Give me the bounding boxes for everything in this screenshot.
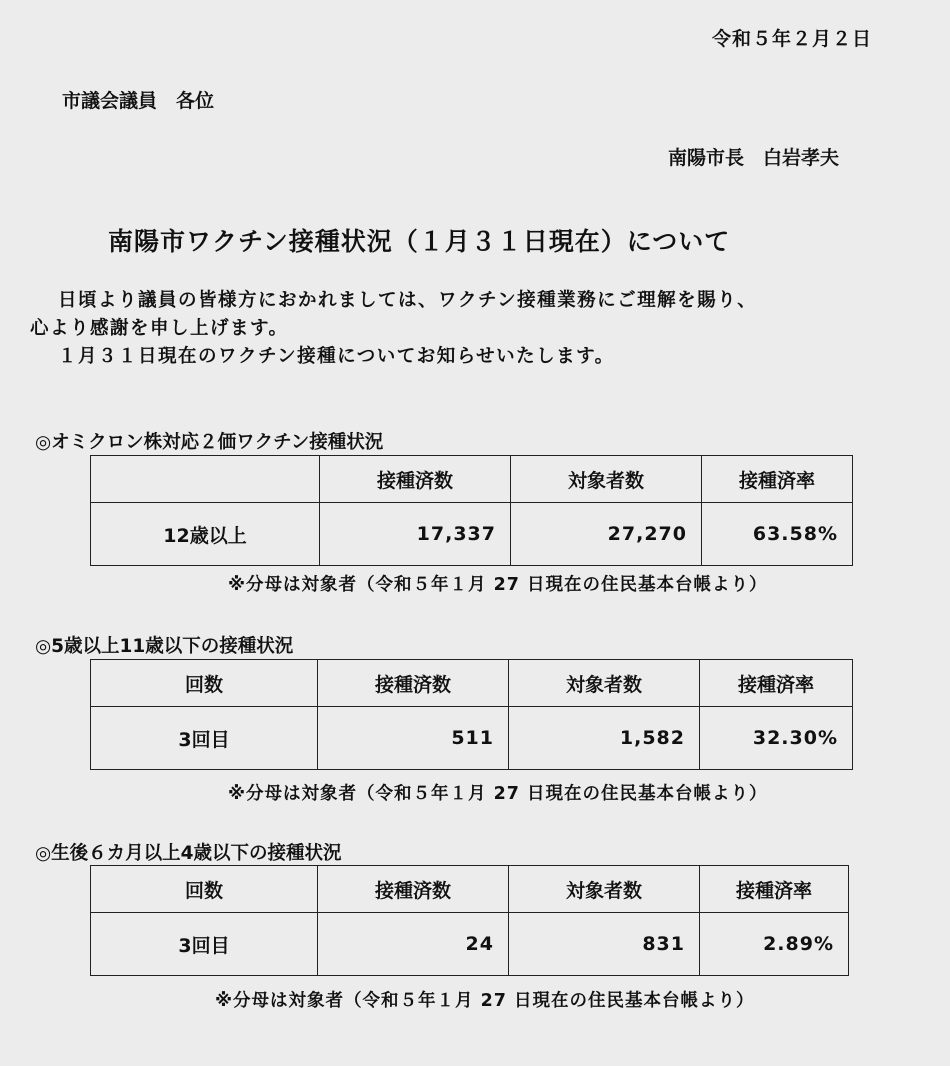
target-count-cell: 831 [509,913,700,976]
header-cell: 接種済数 [320,456,511,503]
header-cell: 接種済数 [318,660,509,707]
header-cell: 対象者数 [511,456,702,503]
header-cell: 回数 [91,660,318,707]
body-paragraph-1-line-1: 日頃より議員の皆様方におかれましては、ワクチン接種業務にご理解を賜り、 [58,290,758,311]
header-cell: 接種済率 [702,456,853,503]
header-cell: 回数 [91,866,318,913]
dose-number-cell: 3回目 [91,707,318,770]
table-note: ※分母は対象者（令和５年１月 27 日現在の住民基本台帳より） [228,575,768,595]
body-paragraph-2: １月３１日現在のワクチン接種についてお知らせいたします。 [58,346,615,367]
table-6mo-4y [90,865,849,976]
header-cell: 接種済率 [700,866,849,913]
table-note: ※分母は対象者（令和５年１月 27 日現在の住民基本台帳より） [215,991,755,1011]
section-title-omicron: ◎オミクロン株対応２価ワクチン接種状況 [35,432,384,453]
table-row [91,503,853,566]
table-omicron [90,455,853,566]
body-paragraph-1-line-2: 心より感謝を申し上げます。 [30,318,289,339]
header-cell [91,456,320,503]
document-title: 南陽市ワクチン接種状況（１月３１日現在）について [108,227,731,256]
table-row [91,913,849,976]
table-row [91,707,853,770]
header-cell: 対象者数 [509,660,700,707]
vaccination-rate-cell: 32.30% [700,707,853,770]
document-date: 令和５年２月２日 [712,28,873,50]
target-count-cell: 1,582 [509,707,700,770]
header-cell: 接種済率 [700,660,853,707]
target-count-cell: 27,270 [511,503,702,566]
sender: 南陽市長 白岩孝夫 [668,147,840,169]
section-title-age-5-11: ◎5歳以上11歳以下の接種状況 [35,636,294,657]
vaccination-rate-cell: 63.58% [702,503,853,566]
vaccinated-count-cell: 17,337 [320,503,511,566]
vaccinated-count-cell: 24 [318,913,509,976]
dose-number-cell: 3回目 [91,913,318,976]
vaccinated-count-cell: 511 [318,707,509,770]
table-note: ※分母は対象者（令和５年１月 27 日現在の住民基本台帳より） [228,784,768,804]
age-group-cell: 12歳以上 [91,503,320,566]
header-cell: 接種済数 [318,866,509,913]
vaccination-rate-cell: 2.89% [700,913,849,976]
section-title-6mo-4y: ◎生後６カ月以上4歳以下の接種状況 [35,843,342,864]
addressee: 市議会議員 各位 [62,90,215,112]
table-age-5-11 [90,659,853,770]
header-cell: 対象者数 [509,866,700,913]
